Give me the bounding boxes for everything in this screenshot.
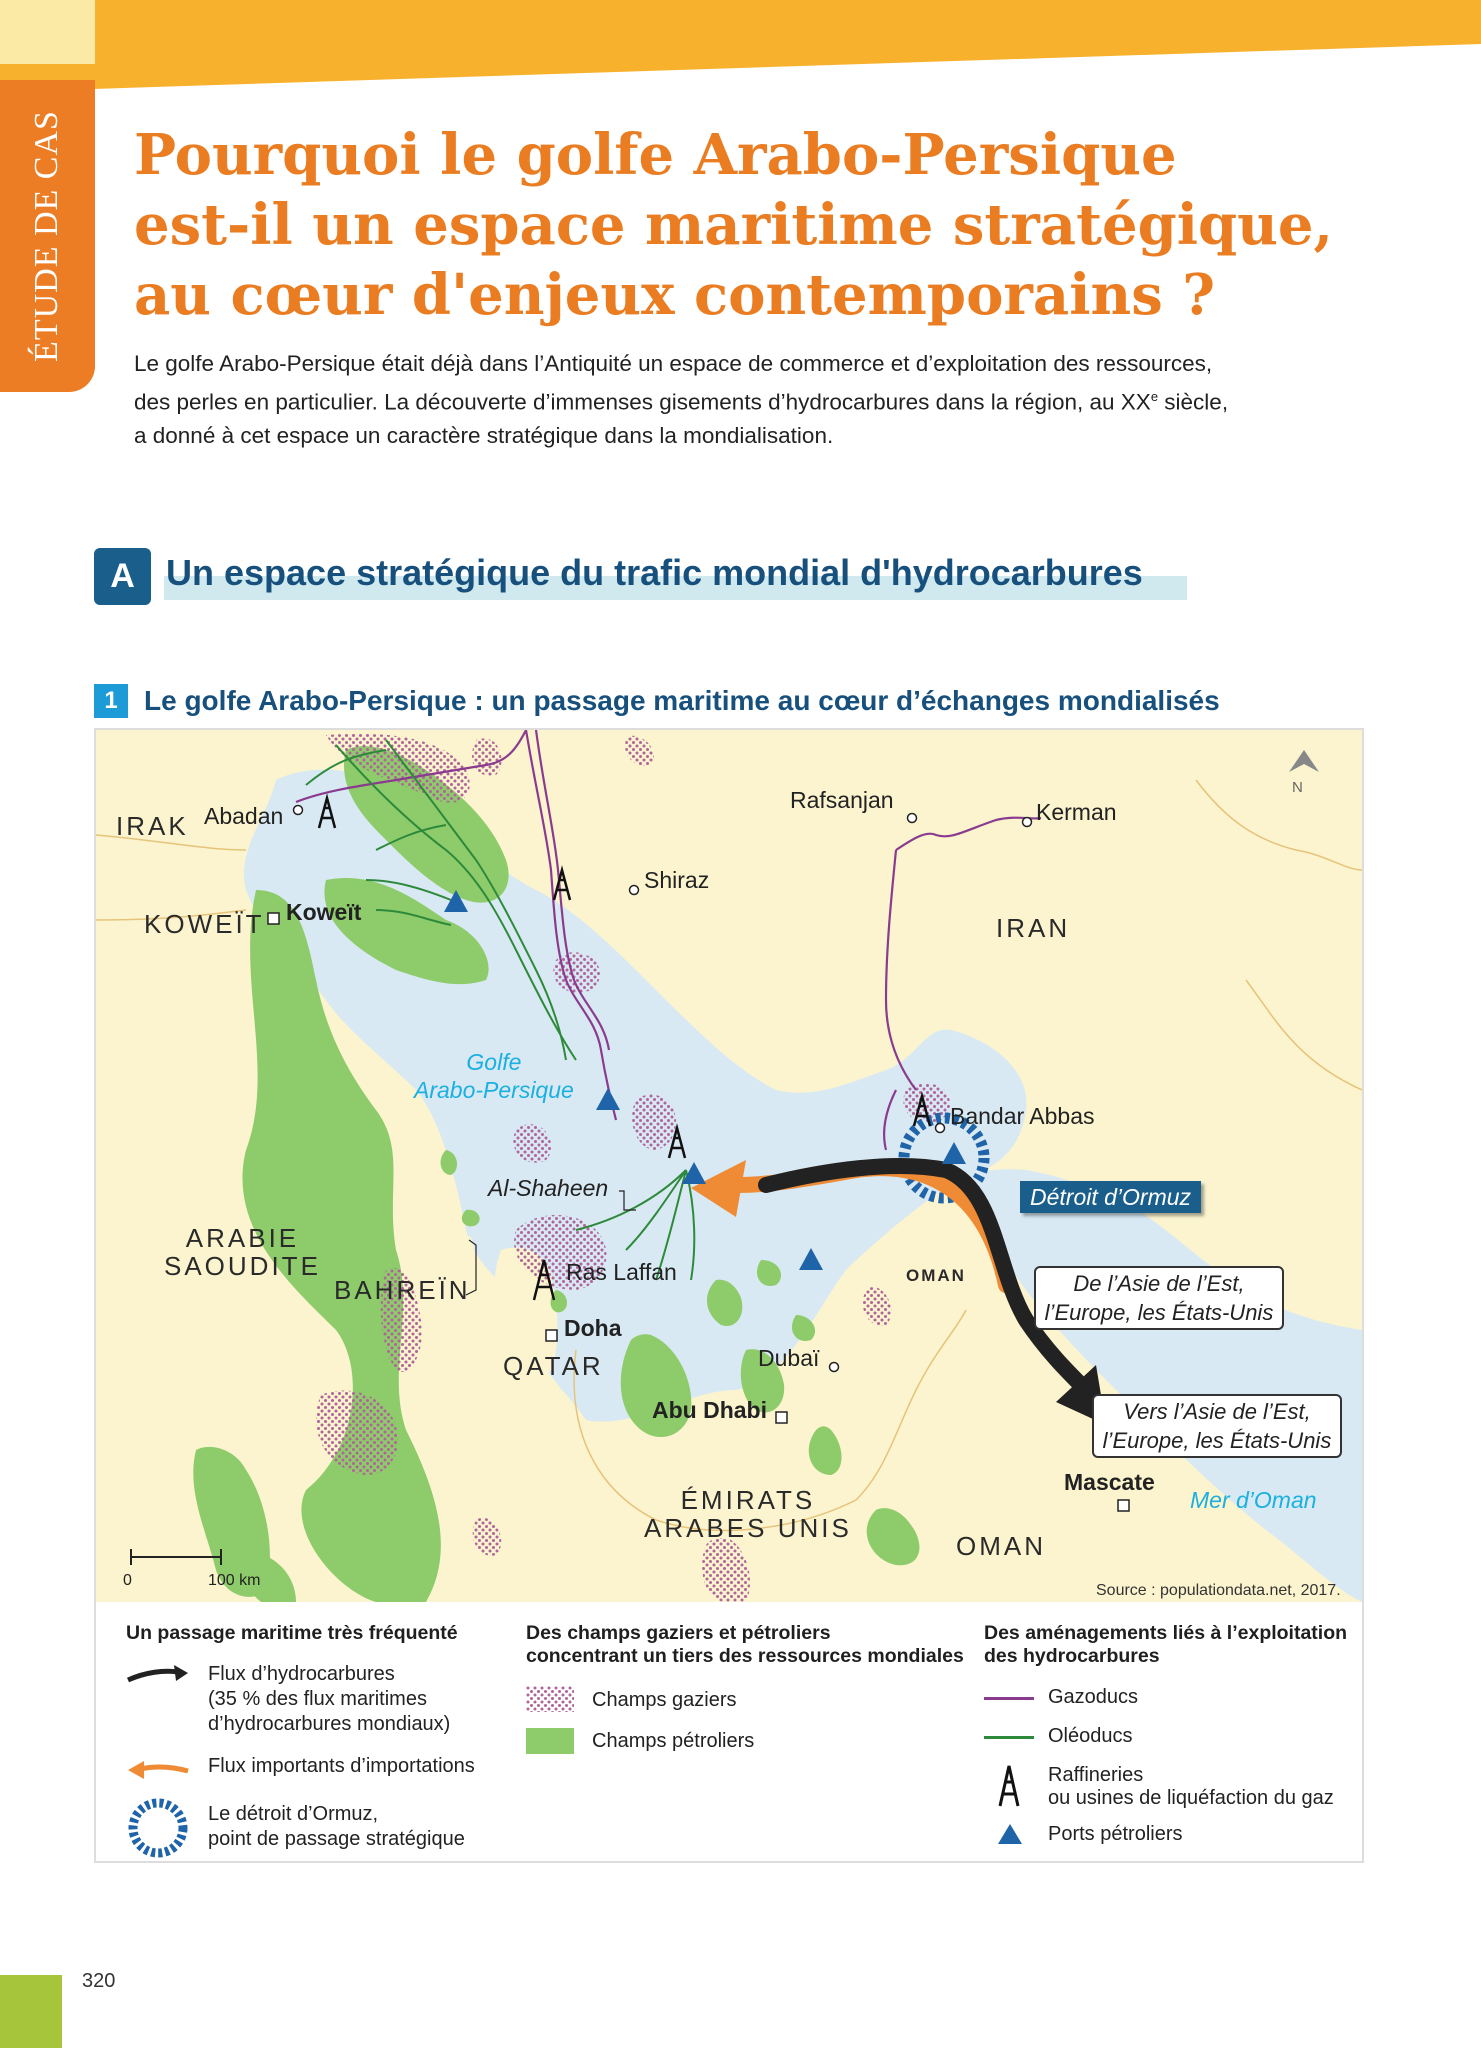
legend-flux-line3: d’hydrocarbures mondiaux) [208,1713,451,1735]
document-title: Le golfe Arabo-Persique : un passage maritime au cœur d’échanges mondialisés [144,685,1220,716]
city-shiraz: Shiraz [644,867,710,893]
legend-raffineries-line2: ou usines de liquéfaction du gaz [1048,1787,1334,1809]
legend-amenagements-heading-line1: Des aménagements liés à l’exploitation [984,1622,1348,1644]
city-mascate: Mascate [1064,1469,1155,1495]
intro-line-2 [134,380,1374,419]
legend-raffineries [1048,1764,1334,1810]
label-emirats-arabes-unis [644,1486,852,1542]
callout-imports-origin [1034,1266,1284,1330]
intro-line-3: a donné à cet espace un caractère stratégique dans la mondialisation. [134,422,834,448]
map-figure [94,728,1364,1863]
intro-superscript: e [1150,389,1159,404]
legend-heading-champs [526,1622,964,1668]
callout-exports-line2: l’Europe, les États-Unis [1102,1428,1332,1453]
legend-gazoducs: Gazoducs [1048,1686,1139,1708]
legend-detroit-line1: Le détroit d’Ormuz, [208,1803,379,1825]
legend-heading-amenagements [984,1622,1347,1668]
callout-exports-line1: Vers l’Asie de l’Est, [1123,1399,1311,1424]
legend-ormuz-ring-icon [126,1796,190,1860]
intro-line-2-end: siècle, [1158,389,1229,415]
label-arabie-line1: ARABIE [185,1223,300,1253]
section-a-title: Un espace stratégique du trafic mondial d'hydrocarbures [166,552,1143,593]
legend-detroit-ormuz [208,1802,465,1852]
legend-detroit-line2: point de passage stratégique [208,1828,465,1850]
legend-champs-heading-line1: Des champs gaziers et pétroliers [526,1622,831,1644]
document-number: 1 [94,684,128,718]
label-emirats-line1: ÉMIRATS [680,1485,816,1515]
city-ras-laffan: Ras Laffan [566,1259,677,1285]
legend-flux-hydrocarbures [208,1662,450,1737]
legend-champs-petroliers: Champs pétroliers [592,1730,755,1752]
city-rafsanjan: Rafsanjan [790,787,894,813]
legend-amenagements-heading-line2: des hydrocarbures [984,1645,1160,1667]
intro-line-1: Le golfe Arabo-Persique était déjà dans l’Antiquité un espace de commerce et d’exploitation des ressources, [134,351,1213,376]
label-koweit: KOWEÏT [144,909,265,939]
legend-gazoduc-line [984,1697,1034,1700]
title-line-3: au cœur d'enjeux contemporains ? [134,262,1216,328]
city-doha: Doha [564,1315,622,1341]
legend-oleoducs: Oléoducs [1048,1725,1133,1747]
document-heading [94,682,1294,722]
label-oman-enclave: OMAN [906,1266,966,1285]
city-koweit: Koweït [286,899,362,925]
title-line-1: Pourquoi le golfe Arabo-Persique [134,122,1177,188]
label-qatar: QATAR [503,1351,604,1381]
bahrain-island [462,1236,474,1268]
legend-champs-heading-line2: concentrant un tiers des ressources mondiales [526,1645,964,1667]
label-arabie-saoudite [164,1224,321,1280]
label-golfe-line1: Golfe [466,1049,522,1075]
city-dubai: Dubaï [758,1345,820,1371]
map-graphic [96,730,1362,1602]
label-bahrein: BAHREÏN [334,1275,471,1305]
callout-imports-line1: De l’Asie de l’Est, [1073,1271,1245,1296]
top-color-band [0,0,1481,92]
legend-refinery-icon [994,1762,1024,1808]
legend-flux-line2: (35 % des flux maritimes [208,1688,427,1710]
intro-paragraph [134,347,1374,452]
city-kerman: Kerman [1036,799,1117,825]
city-bandar-abbas: Bandar Abbas [950,1103,1095,1129]
legend-champs-gaziers: Champs gaziers [592,1689,737,1711]
label-arabie-line2: SAOUDITE [164,1251,321,1281]
city-abu-dhabi: Abu Dhabi [652,1397,767,1423]
label-iran: IRAN [996,913,1071,943]
label-emirats-line2: ARABES UNIS [644,1513,852,1543]
label-oman: OMAN [956,1531,1046,1561]
legend-black-arrow-icon [126,1664,190,1686]
legend-heading-passage: Un passage maritime très fréquenté [126,1622,458,1644]
page-corner-tab [0,1975,62,2048]
legend-flux-line1: Flux d’hydrocarbures [208,1663,395,1685]
intro-line-2-start: des perles en particulier. La découverte d’immenses gisements d’hydrocarbures dans la région, au XX [134,389,1151,415]
page-title [134,120,1374,330]
callout-imports-line2: l’Europe, les États-Unis [1044,1300,1274,1325]
section-a-badge: A [94,548,151,605]
legend-raffineries-line1: Raffineries [1048,1764,1144,1786]
label-irak: IRAK [116,811,189,841]
city-abadan: Abadan [204,803,284,829]
scale-100km: 100 km [208,1572,261,1589]
section-a-heading [94,548,1194,606]
legend-gas-field-swatch [526,1686,574,1712]
label-golfe-arabo-persique [414,1048,574,1104]
field-al-shaheen: Al-Shaheen [488,1175,609,1201]
callout-exports-destination [1092,1394,1342,1458]
legend-oil-field-swatch [526,1728,574,1754]
top-band-corner [0,0,95,64]
map-source: Source : populationdata.net, 2017. [1096,1582,1341,1599]
label-golfe-line2: Arabo-Persique [414,1077,574,1103]
ormuz-strait-label: Détroit d’Ormuz [1020,1181,1201,1213]
north-label: N [1292,779,1303,796]
legend-ports-petroliers: Ports pétroliers [1048,1823,1183,1845]
legend-oleoduc-line [984,1736,1034,1739]
page-number: 320 [82,1970,116,1992]
legend-oil-port-icon [996,1822,1024,1846]
label-mer-d-oman: Mer d’Oman [1190,1487,1317,1513]
legend-orange-arrow-icon [126,1758,190,1780]
scale-zero: 0 [123,1572,132,1589]
section-tab-label: ÉTUDE DE CAS [28,110,65,362]
title-line-2: est-il un espace maritime stratégique, [134,192,1333,258]
legend-flux-importations: Flux importants d’importations [208,1755,475,1777]
